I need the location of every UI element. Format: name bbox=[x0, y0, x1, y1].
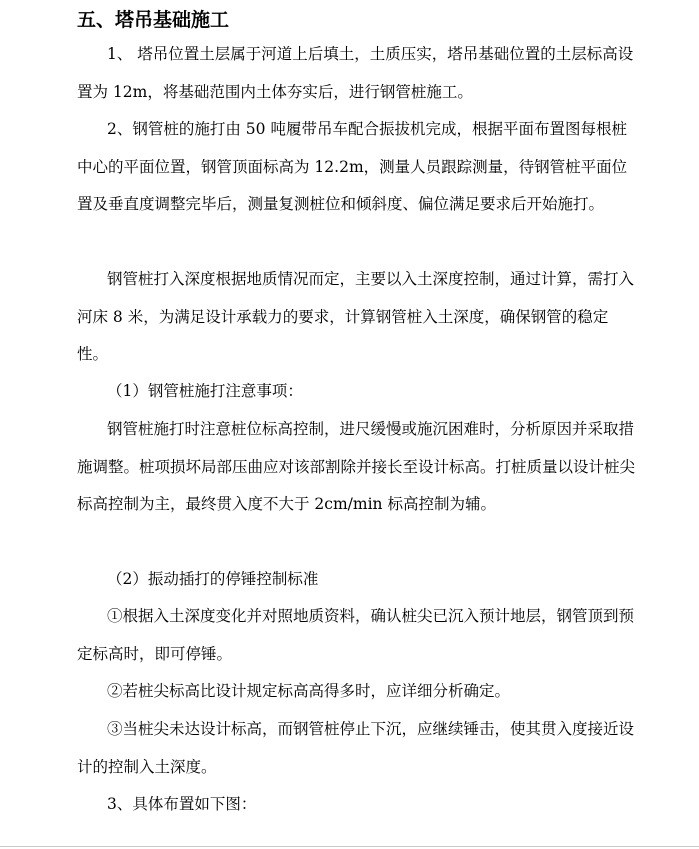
paragraph-2: 2、钢管桩的施打由 50 吨履带吊车配合振拔机完成，根据平面布置图每根桩中心的平面位置，钢管顶面标高为 12.2m，测量人员跟踪测量，待钢管桩平面位置及垂直度调整完毕后，测量复测桩位和倾斜度、偏位满足要求后开始施打。 bbox=[77, 120, 628, 213]
paragraph-7: ③当桩尖未达设计标高，而钢管桩停止下沉，应继续锤击，使其贯入度接近设计的控制入土深度。 bbox=[77, 720, 635, 776]
paragraph-5: ①根据入土深度变化并对照地质资料，确认桩尖已沉入预计地层，钢管顶到预定标高时，即可停锤。 bbox=[77, 607, 635, 663]
paragraph-1: 1、 塔吊位置土层属于河道上后填土，土质压实，塔吊基础位置的土层标高设置为 12m，将基础范围内土体夯实后，进行钢管桩施工。 bbox=[77, 45, 634, 101]
section-heading: 五、塔吊基础施工 bbox=[77, 9, 230, 31]
paragraph-3: 钢管桩打入深度根据地质情况而定，主要以入土深度控制，通过计算，需打入河床 8 米，为满足设计承载力的要求，计算钢管桩入土深度，确保钢管的稳定性。 bbox=[77, 270, 635, 363]
subsection-2-title: （2）振动插打的停锤控制标准 bbox=[107, 570, 319, 588]
paragraph-8: 3、具体布置如下图： bbox=[107, 795, 257, 813]
subsection-1-title: （1）钢管桩施打注意事项： bbox=[107, 382, 303, 400]
paragraph-6: ②若桩尖标高比设计规定标高高得多时，应详细分析确定。 bbox=[107, 682, 511, 700]
paragraph-4: 钢管桩施打时注意桩位标高控制，进尺缓慢或施沉困难时，分析原因并采取措施调整。桩项损坏局部压曲应对该部割除并接长至设计标高。打桩质量以设计桩尖标高控制为主，最终贯入度不大于 2cm/min 标高控制为辅。 bbox=[77, 420, 636, 513]
page-bottom-divider bbox=[0, 846, 699, 847]
